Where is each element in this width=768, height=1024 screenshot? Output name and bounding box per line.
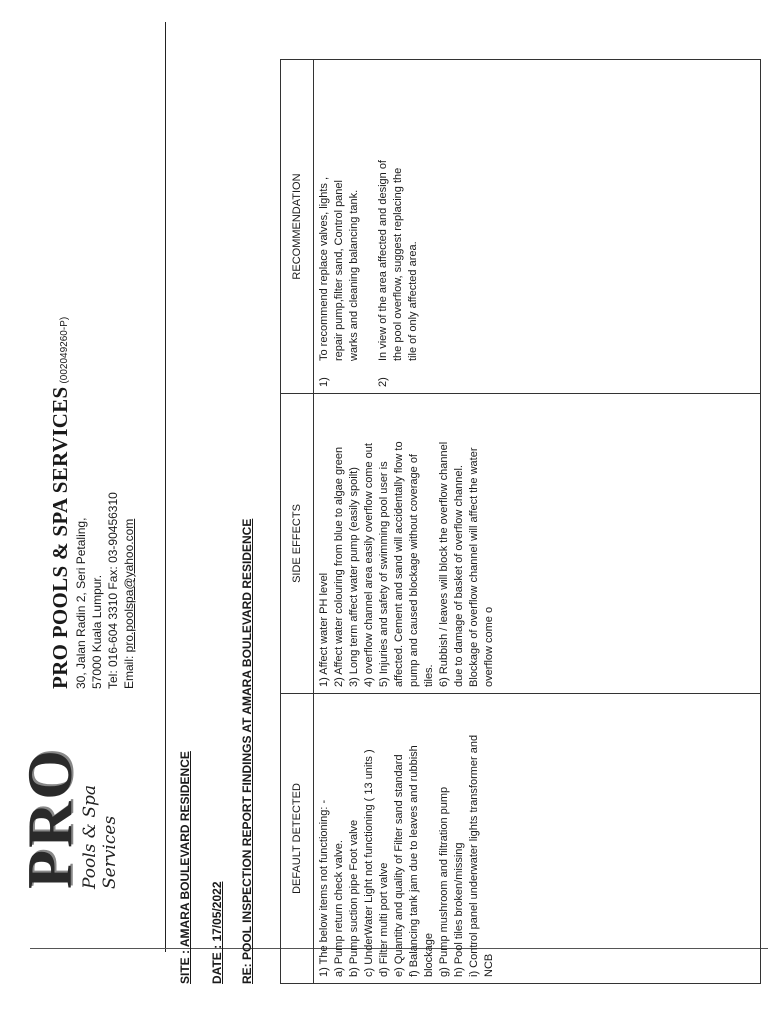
- email-label: Email:: [122, 655, 136, 689]
- recommendation-item: [317, 66, 362, 387]
- company-reg-no: (002049260-P): [59, 316, 70, 384]
- logo-script: Pools & Spa Services: [80, 785, 120, 889]
- company-header: [48, 317, 137, 689]
- side-effect-line: 4) overflow channel area easily overflow come out: [363, 443, 375, 687]
- logo-letters: PRO: [14, 747, 85, 889]
- side-effect-line: 6) Rubbish / leaves will block the overflow channel: [438, 441, 450, 687]
- phone-fax-line: Tel: 016-604 3310 Fax: 03-90456310: [106, 492, 120, 689]
- company-name: PRO POOLS & SPA SERVICES: [48, 386, 72, 689]
- side-effect-line: due to damage of basket of overflow channel.: [453, 465, 465, 687]
- side-effect-line: overflow come o: [483, 606, 495, 687]
- default-line: g) Pump mushroom and filtration pump: [438, 786, 450, 977]
- default-line: f) Balancing tank jam due to leaves and rubbish blockage: [408, 745, 435, 977]
- recommendation-item: [376, 66, 421, 387]
- default-line: e) Quantity and quality of Filter sand standard: [393, 754, 405, 977]
- company-logo: [14, 747, 128, 889]
- subject-heading: RE: POOL INSPECTION REPORT FINDINGS AT AMARA BOULEVARD RESIDENCE: [240, 518, 254, 984]
- header-recommendation: RECOMMENDATION: [281, 60, 314, 394]
- default-line: 1) The below items not functioning: -: [318, 799, 330, 977]
- header-side-effects: SIDE EFFECTS: [281, 394, 314, 694]
- date-heading: DATE : 17/05/2022: [210, 881, 224, 984]
- recommendation-line: To recommend replace valves, lights ,: [318, 176, 330, 361]
- side-effect-line: affected. Cement and sand will accidentally flow to: [393, 441, 405, 687]
- recommendation-line: the pool overflow, suggest replacing the: [392, 167, 404, 361]
- address-line-1: 30, Jalan Radin 2, Seri Petaling,: [74, 517, 88, 689]
- email-link[interactable]: pro.poolspa@yahoo.com: [122, 518, 136, 653]
- header-default-detected: DEFAULT DETECTED: [281, 694, 314, 984]
- recommendation-line: repair pump,filter sand, Control panel: [333, 180, 345, 361]
- recommendation-text: [376, 160, 421, 361]
- default-line: a) Pump return check valve.: [333, 840, 345, 977]
- default-line: h) Pool tiles broken/missing: [453, 842, 465, 977]
- recommendation-line: tile of only affected area.: [407, 241, 419, 361]
- email-line: [121, 317, 137, 689]
- address-line-2: 57000 Kuala Lumpur.: [90, 574, 104, 689]
- default-line: NCB: [483, 953, 495, 977]
- side-effect-line: 2) Affect water colouring from blue to algae green: [333, 446, 345, 687]
- recommendation-number: 1): [318, 377, 330, 387]
- side-effects-cell: [314, 394, 761, 694]
- side-effect-line: 3) Long term affect water pump (easily spoilt): [348, 467, 360, 687]
- default-line: b) Pump suction pipe Foot valve: [348, 819, 360, 977]
- recommendation-line: In view of the area affected and design of: [377, 160, 389, 361]
- findings-table: [280, 59, 761, 984]
- default-line: i) Control panel underwater lights transformer and: [468, 734, 480, 977]
- recommendation-text: [317, 177, 362, 361]
- company-title: [48, 317, 73, 689]
- side-effect-line: tiles.: [423, 664, 435, 687]
- recommendation-number: 2): [377, 377, 389, 387]
- side-effect-line: 5) Injuries and safety of swimming pool user is: [378, 461, 390, 687]
- default-line: c) UnderWater Light not functioning ( 13 units ): [363, 749, 375, 977]
- table-header-row: [281, 60, 314, 984]
- side-effect-line: pump and caused blockage without coverage of: [408, 454, 420, 687]
- table-row: [314, 60, 761, 984]
- side-effect-line: Blockage of overflow channel will affect the water: [468, 447, 480, 687]
- side-effect-line: 1) Affect water PH level: [318, 572, 330, 687]
- site-heading: SITE : AMARA BOULEVARD RESIDENCE: [178, 751, 192, 984]
- default-line: d) Filter multi port valve: [378, 862, 390, 977]
- defaults-cell: [314, 694, 761, 984]
- recommendations-cell: [314, 60, 761, 394]
- recommendation-line: warks and cleaning balancing tank.: [348, 189, 360, 361]
